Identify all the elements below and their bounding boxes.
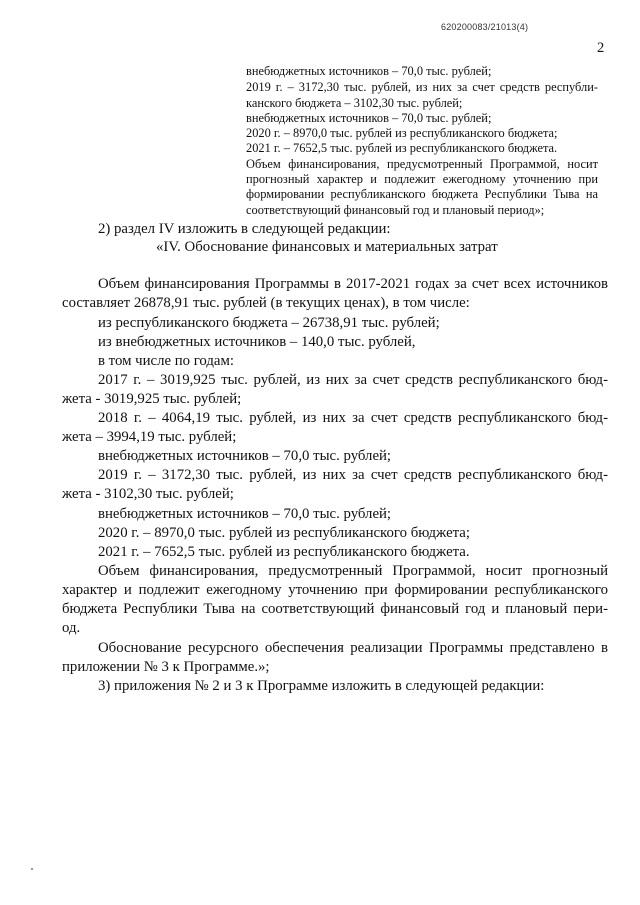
body-line-10: 2018 г. – 4064,19 тыс. рублей, из них за счет средств республиканского бюд- bbox=[98, 410, 608, 426]
quoted-line-9: формировании республиканского бюджета Республики Тыва на bbox=[246, 187, 598, 201]
page-number: 2 bbox=[597, 40, 605, 56]
body-line-12: внебюджетных источников – 70,0 тыс. рублей; bbox=[98, 448, 392, 464]
body-line-18: Объем финансирования, предусмотренный Программой, носит прогнозный bbox=[98, 563, 608, 579]
section-heading: «IV. Обоснование финансовых и материальных затрат bbox=[156, 239, 498, 255]
quoted-line-6: 2021 г. – 7652,5 тыс. рублей из республиканского бюджета. bbox=[246, 141, 558, 155]
body-line-6: из внебюджетных источников – 140,0 тыс. рублей, bbox=[98, 334, 416, 350]
quoted-line-7: Объем финансирования, предусмотренный Программой, носит bbox=[246, 157, 598, 171]
document-code: 620200083/21013(4) bbox=[441, 22, 529, 32]
body-line-17: 2021 г. – 7652,5 тыс. рублей из республиканского бюджета. bbox=[98, 544, 470, 560]
body-line-11: жета – 3994,19 тыс. рублей; bbox=[62, 429, 237, 445]
body-line-14: жета - 3102,30 тыс. рублей; bbox=[62, 486, 234, 502]
body-line-21: од. bbox=[62, 620, 81, 636]
body-line-7: в том числе по годам: bbox=[98, 353, 234, 369]
quoted-line-8: прогнозный характер и подлежит ежегодному уточнению при bbox=[246, 172, 598, 186]
quoted-line-2: 2019 г. – 3172,30 тыс. рублей, из них за счет средств республи- bbox=[246, 80, 598, 94]
body-line-15: внебюджетных источников – 70,0 тыс. рублей; bbox=[98, 506, 392, 522]
body-line-19: характер и подлежит ежегодному уточнению при формировании республиканского bbox=[62, 582, 608, 598]
body-line-16: 2020 г. – 8970,0 тыс. рублей из республиканского бюджета; bbox=[98, 525, 470, 541]
quoted-line-4: внебюджетных источников – 70,0 тыс. рублей; bbox=[246, 111, 492, 125]
body-line-3: Объем финансирования Программы в 2017-2021 годах за счет всех источников bbox=[98, 276, 608, 292]
quoted-line-5: 2020 г. – 8970,0 тыс. рублей из республиканского бюджета; bbox=[246, 126, 558, 140]
body-line-1: 2) раздел IV изложить в следующей редакции: bbox=[98, 221, 391, 237]
body-line-13: 2019 г. – 3172,30 тыс. рублей, из них за счет средств республиканского бюд- bbox=[98, 467, 608, 483]
quoted-line-3: канского бюджета – 3102,30 тыс. рублей; bbox=[246, 96, 463, 110]
body-line-8: 2017 г. – 3019,925 тыс. рублей, из них за счет средств республиканского бюд- bbox=[98, 372, 608, 388]
body-line-4: составляет 26878,91 тыс. рублей (в текущих ценах), в том числе: bbox=[62, 295, 470, 311]
body-line-23: приложении № 3 к Программе.»; bbox=[62, 659, 270, 675]
body-line-9: жета - 3019,925 тыс. рублей; bbox=[62, 391, 242, 407]
body-line-24: 3) приложения № 2 и 3 к Программе изложить в следующей редакции: bbox=[98, 678, 545, 694]
body-line-22: Обоснование ресурсного обеспечения реализации Программы представлено в bbox=[98, 640, 608, 656]
body-line-5: из республиканского бюджета – 26738,91 тыс. рублей; bbox=[98, 315, 440, 331]
quoted-line-1: внебюджетных источников – 70,0 тыс. рублей; bbox=[246, 64, 492, 78]
body-line-20: бюджета Республики Тыва на соответствующий финансовый год и плановый пери- bbox=[62, 601, 608, 617]
scan-speck bbox=[31, 868, 33, 870]
quoted-line-10: соответствующий финансовый год и плановый период»; bbox=[246, 203, 545, 217]
